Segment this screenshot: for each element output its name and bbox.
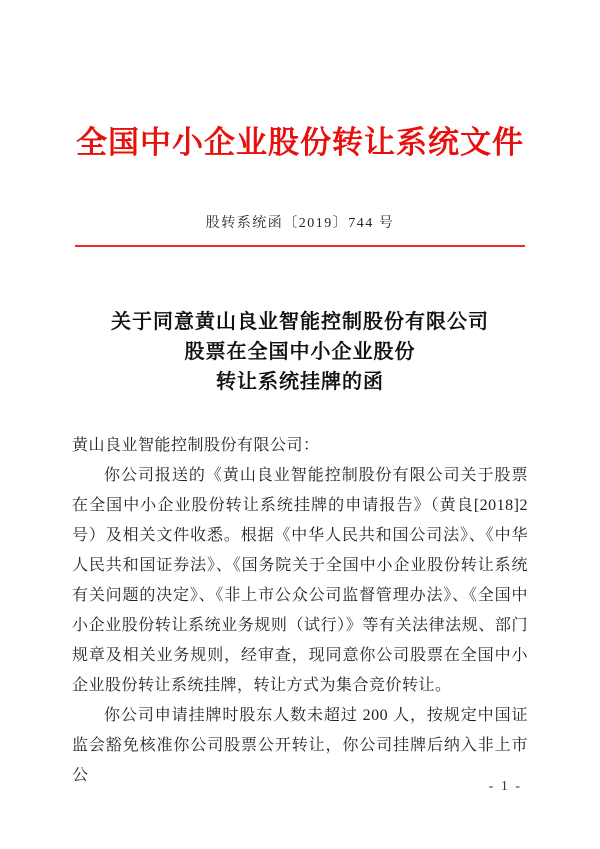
document-header-title: 全国中小企业股份转让系统文件 [76, 125, 524, 160]
body-paragraph-1: 你公司报送的《黄山良业智能控制股份有限公司关于股票在全国中小企业股份转让系统挂牌的申请报告》（黄良[2018]2 号）及相关文件收悉。根据《中华人民共和国公司法》、《中华人民共和国证券法》、《国务院关于全国中小企业股份转让系统有关问题的决定》、《非上市公众公司监督管理办法》、《全国中小企业股份转让系统业务规则（试行）》等有关法律法规、部门规章及相关业务规则，经审查，现同意你公司股票在全国中小企业股份转让系统挂牌，转让方式为集合竞价转让。 [72, 467, 528, 694]
salutation: 黄山良业智能控制股份有限公司： [72, 437, 320, 454]
letter-body [72, 431, 528, 791]
red-divider-line [75, 245, 525, 247]
body-paragraph-2: 你公司申请挂牌时股东人数未超过 200 人，按规定中国证监会豁免核准你公司股票公开转让，你公司挂牌后纳入非上市公 [72, 707, 528, 784]
letter-title-line-1: 关于同意黄山良业智能控制股份有限公司 [111, 311, 489, 333]
letter-title [0, 307, 600, 397]
page-number: - 1 - [488, 779, 522, 794]
document-reference-number: 股转系统函〔2019〕744 号 [205, 216, 395, 231]
letter-title-line-3: 转让系统挂牌的函 [216, 371, 384, 393]
letter-title-line-2: 股票在全国中小企业股份 [184, 341, 416, 363]
